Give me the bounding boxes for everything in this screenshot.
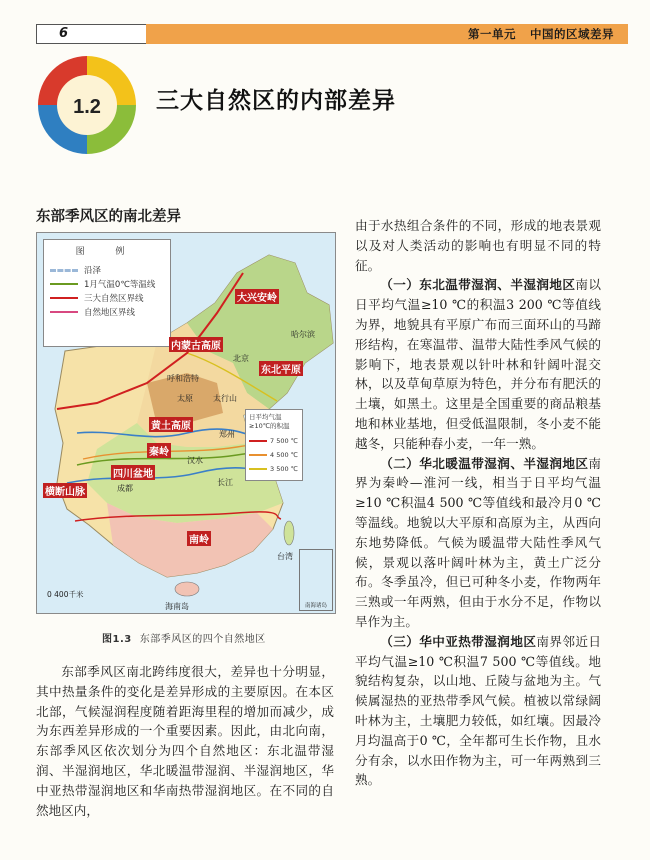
legend-swatch <box>50 311 78 313</box>
region-body: 南界为秦岭—淮河一线，相当于日平均气温≥10 ℃积温4 500 ℃等值线和最冷月0 ℃等温线。地貌以大平原和高原为主，从西向东地势降低。气候为暖温带大陆性季风气候，景观以落叶阔叶林为主，黄土广泛分布。冬季虽冷，但已可种冬小麦，作物两年三熟或一年两熟，但由于水分不足，作物以旱作为主。 <box>355 455 601 629</box>
map-label: 太原 <box>177 394 193 403</box>
figure-number: 图1.3 <box>102 634 132 645</box>
map-label: 南岭 <box>187 531 211 546</box>
taiwan-island <box>284 521 294 545</box>
heat-legend-item <box>249 434 299 448</box>
map-legend <box>43 239 171 347</box>
region-body: 南界邻近日平均气温≥10 ℃积温7 500 ℃等值线。地貌结构复杂，以山地、丘陵与盆地为主。气候属湿热的亚热带季风气候。植被以常绿阔叶林为主，土壤肥力较低，如红壤。因最冷月均温高于0 ℃，全年都可生长作物，且水分有余，以水田作物为主，可一年两熟到三熟。 <box>355 633 602 788</box>
heat-legend <box>245 409 303 481</box>
map-figure <box>36 232 336 614</box>
map-label: 秦岭 <box>147 443 171 458</box>
legend-item <box>50 263 164 277</box>
map-label: 东北平原 <box>259 361 303 376</box>
heat-legend-item <box>249 462 299 476</box>
legend-label: 自然地区界线 <box>84 308 136 318</box>
region-paragraph <box>355 454 601 632</box>
running-header <box>36 24 628 44</box>
legend-item <box>50 277 164 291</box>
legend-label: 三大自然区界线 <box>84 294 144 304</box>
page-number: 6 <box>36 24 146 44</box>
inset-caption: 南海诸岛 <box>304 603 327 609</box>
legend-label: 1月气温0℃等温线 <box>84 280 156 290</box>
map-label: 黄土高原 <box>149 417 193 432</box>
map-scale: 0 400千米 <box>47 590 84 599</box>
map-label: 成都 <box>117 484 133 493</box>
region-heading: （三）华中亚热带湿润地区 <box>380 633 537 649</box>
region-heading: （二）华北暖温带湿润、半湿润地区 <box>380 455 589 471</box>
heat-legend-title: 日平均气温≥10℃的积温 <box>249 413 290 430</box>
legend-item <box>50 305 164 319</box>
body-paragraph: 由于水热组合条件的不同，形成的地表景观以及对人类活动的影响也有明显不同的特征。 <box>355 218 601 273</box>
section-number: 1.2 <box>73 96 101 118</box>
figure-caption-text: 东部季风区的四个自然地区 <box>139 634 266 645</box>
unit-title: 中国的区域差异 <box>530 27 614 41</box>
map-label: 汉水 <box>187 456 203 465</box>
figure-caption <box>102 630 266 645</box>
region-heading: （一）东北温带湿润、半湿润地区 <box>380 277 576 293</box>
subheading: 东部季风区的南北差异 <box>36 209 181 225</box>
region-body: 南以日平均气温≥10 ℃的积温3 200 ℃等值线为界，地貌具有平原广布而三面环山的马蹄形结构，在寒温带、温带大陆性季风气候的影响下，地表景观以针叶林和针阔叶混交林，以及草甸草原为特色，并分布有肥沃的土壤，如黑土。这里是全国重要的商品粮基地和林业基地，但受低温限制，冬小麦不能越冬，只能种春小麦，一年一熟。 <box>355 277 602 451</box>
section-title: 三大自然区的内部差异 <box>156 87 396 114</box>
legend-label: 沿泽 <box>84 266 102 276</box>
right-column <box>355 216 601 790</box>
region-paragraph <box>355 275 601 453</box>
map-label: 北京 <box>233 354 249 363</box>
map-label: 四川盆地 <box>111 465 155 480</box>
body-paragraph: 东部季风区南北跨纬度很大，差异也十分明显，其中热量条件的变化是差异形成的主要原因。在本区北部，气候湿润程度随着距海里程的增加而减少，成为东西差异形成的一个重要因素。因此，由北向南，东部季风区依次划分为四个自然地区：东北温带湿润、半湿润地区，华北暖温带湿润、半湿润地区，华中亚热带湿润地区和华南热带湿润地区。在不同的自然地区内， <box>36 664 334 818</box>
legend-swatch <box>50 269 78 272</box>
heat-label: 7 500 ℃ <box>270 437 298 445</box>
heat-swatch <box>249 468 267 470</box>
map-label: 海南岛 <box>165 602 189 611</box>
heat-label: 3 500 ℃ <box>270 465 298 473</box>
unit-label: 第一单元 <box>468 27 516 41</box>
legend-swatch <box>50 283 78 285</box>
map-label: 内蒙古高原 <box>169 337 223 352</box>
left-column <box>36 662 334 820</box>
map-label: 郑州 <box>219 430 235 439</box>
legend-item <box>50 291 164 305</box>
map-label: 横断山脉 <box>43 483 87 498</box>
map-label: 呼和浩特 <box>167 374 199 383</box>
map-label: 大兴安岭 <box>235 289 279 304</box>
section-badge <box>38 56 136 154</box>
map-label: 台湾 <box>277 552 293 561</box>
map-label: 太行山 <box>213 394 237 403</box>
hainan-island <box>175 582 199 596</box>
heat-swatch <box>249 454 267 456</box>
map-label: 哈尔滨 <box>291 330 315 339</box>
heat-legend-item <box>249 448 299 462</box>
map-label: 长江 <box>217 478 233 487</box>
region-paragraph <box>355 632 601 790</box>
legend-swatch <box>50 297 78 299</box>
heat-label: 4 500 ℃ <box>270 451 298 459</box>
legend-title: 图 例 <box>75 247 139 257</box>
heat-swatch <box>249 440 267 442</box>
header-band <box>146 24 628 44</box>
south-sea-inset <box>299 549 333 611</box>
